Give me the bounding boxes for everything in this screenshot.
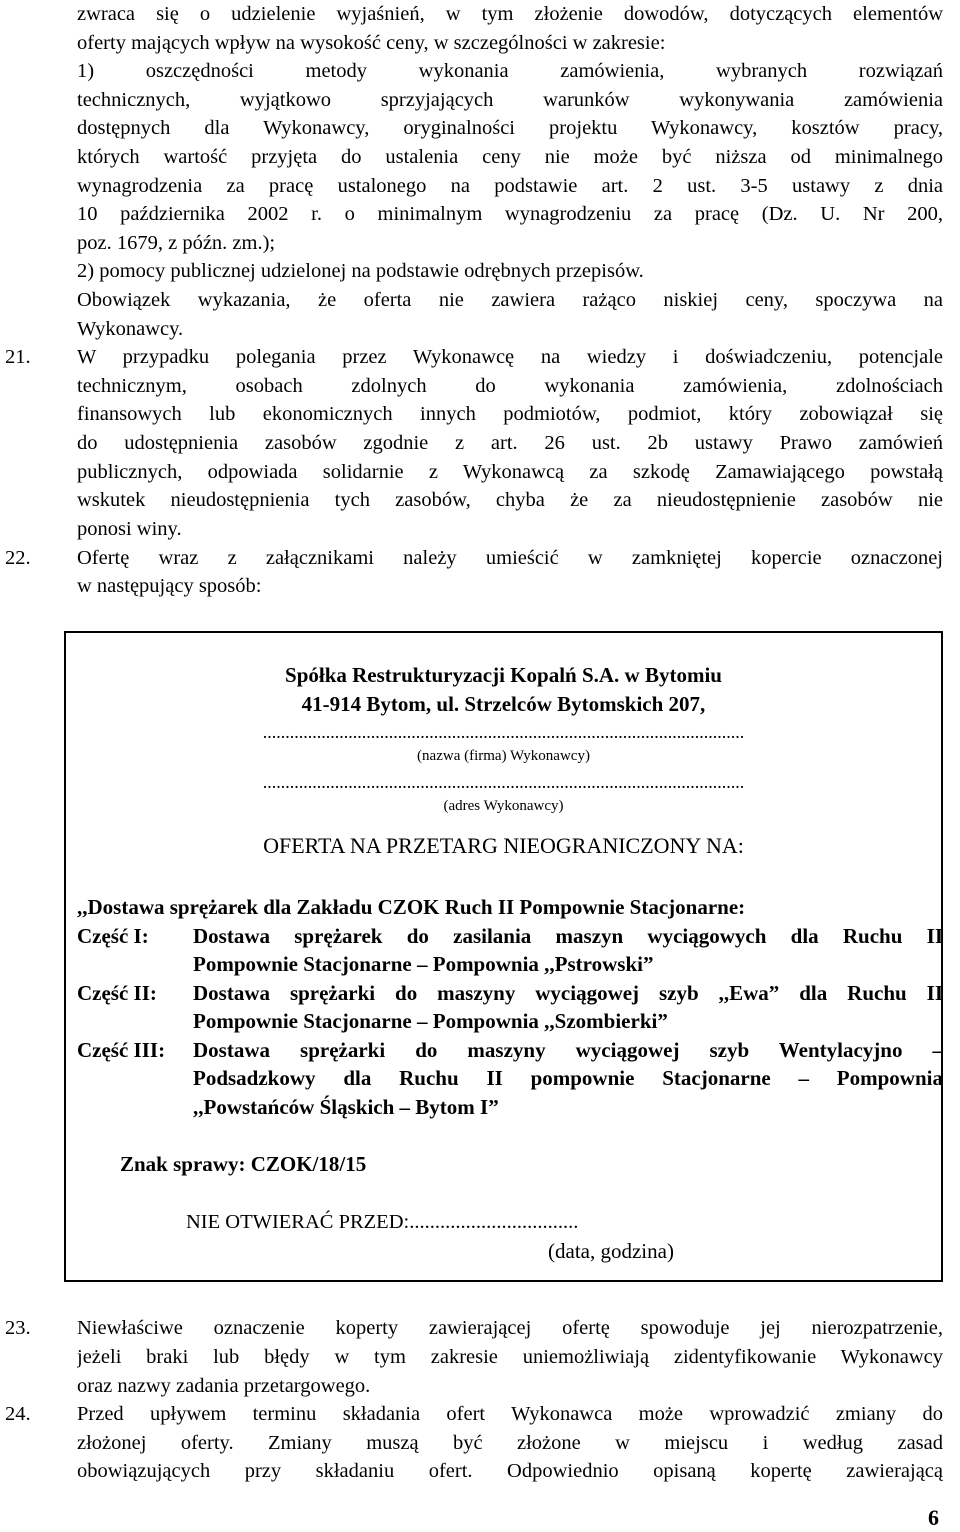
paragraph-line: wynagrodzenia za pracę ustalonego na podstawie art. 2 ust. 3-5 ustawy z dnia — [77, 175, 943, 197]
company-address: 41-914 Bytom, ul. Strzelców Bytomskich 207, — [301, 692, 706, 716]
paragraph-line: wskutek nieudostępnienia tych zasobów, chyba że za nieudostępnienie zasobów nie — [77, 489, 943, 511]
paragraph-line: jeżeli braki lub błędy w tym zakresie uniemożliwiają zidentyfikowanie Wykonawcy — [77, 1346, 943, 1368]
company-name: Spółka Restrukturyzacji Kopalń S.A. w Bytomiu — [285, 663, 722, 687]
field-caption: (data, godzina) — [548, 1239, 674, 1263]
contractor-address-field: ........................................................................................................... — [262, 772, 745, 792]
paragraph-line: W przypadku polegania przez Wykonawcę na wiedzy i doświadczeniu, potencjale — [77, 346, 943, 368]
case-reference: Znak sprawy: CZOK/18/15 — [120, 1152, 367, 1176]
paragraph-line: Ofertę wraz z załącznikami należy umieścić w zamkniętej kopercie oznaczonej — [77, 547, 943, 569]
paragraph-line: oraz nazwy zadania przetargowego. — [77, 1375, 371, 1397]
paragraph-line: Przed upływem terminu składania ofert Wykonawca może wprowadzić zmiany do — [77, 1403, 943, 1425]
do-not-open-before: NIE OTWIERAĆ PRZED:................................. — [186, 1211, 579, 1233]
paragraph-line: technicznym, osobach zdolnych do wykonania zamówienia, zdolnościach — [77, 375, 943, 397]
paragraph-line: do udostępnienia zasobów zgodnie z art. 26 ust. 2b ustawy Prawo zamówień — [77, 432, 943, 454]
part-line: Dostawa sprężarki do maszyny wyciągowej szyb ,,Ewa” dla Ruchu II — [193, 981, 943, 1005]
paragraph-line: Obowiązek wykazania, że oferta nie zawiera rażąco niskiej ceny, spoczywa na — [77, 289, 943, 311]
part-line: Pompownie Stacjonarne – Pompownia ,,Pstrowski” — [193, 952, 654, 976]
item-number: 21. — [5, 346, 31, 368]
list-item-2: 2) pomocy publicznej udzielonej na podstawie odrębnych przepisów. — [77, 260, 644, 282]
paragraph-line: dostępnych dla Wykonawcy, oryginalności projektu Wykonawcy, kosztów pracy, — [77, 117, 943, 139]
paragraph-line: Niewłaściwe oznaczenie koperty zawierającej ofertę spowoduje jej nierozpatrzenie, — [77, 1317, 943, 1339]
offer-title: OFERTA NA PRZETARG NIEOGRANICZONY NA: — [263, 833, 744, 858]
field-caption: (nazwa (firma) Wykonawcy) — [417, 748, 590, 764]
paragraph-line: oferty mających wpływ na wysokość ceny, w szczególności w zakresie: — [77, 32, 666, 54]
item-number: 22. — [5, 547, 31, 569]
part-line: ,,Powstańców Śląskich – Bytom I” — [193, 1095, 499, 1119]
paragraph-line: ponosi winy. — [77, 518, 182, 540]
tender-subject: ,,Dostawa sprężarek dla Zakładu CZOK Ruch II Pompownie Stacjonarne: — [77, 895, 746, 919]
part-line: Podsadzkowy dla Ruchu II pompownie Stacjonarne – Pompownia — [193, 1066, 943, 1090]
page-number: 6 — [928, 1505, 939, 1530]
paragraph-line: poz. 1679, z późn. zm.); — [77, 232, 276, 254]
part-label: Część I: — [77, 924, 149, 948]
list-item-1: 1) oszczędności metody wykonania zamówienia, wybranych rozwiązań — [77, 60, 943, 82]
paragraph-line: których wartość przyjęta do ustalenia ceny nie może być niższa od minimalnego — [77, 146, 943, 168]
paragraph-line: Wykonawcy. — [77, 318, 184, 340]
item-number: 23. — [5, 1317, 31, 1339]
paragraph-line: w następujący sposób: — [77, 575, 262, 597]
paragraph-line: obowiązujących przy składaniu ofert. Odpowiednio opisaną kopertę zawierającą — [77, 1460, 943, 1482]
paragraph-line: technicznych, wyjątkowo sprzyjających warunków wykonywania zamówienia — [77, 89, 943, 111]
part-line: Dostawa sprężarki do maszyny wyciągowej szyb Wentylacyjno – — [193, 1038, 943, 1062]
item-number: 24. — [5, 1403, 31, 1425]
part-line: Pompownie Stacjonarne – Pompownia ,,Szombierki” — [193, 1009, 668, 1033]
paragraph-line: finansowych lub ekonomicznych innych podmiotów, podmiot, który zobowiązał się — [77, 403, 943, 425]
paragraph-line: publicznych, odpowiada solidarnie z Wykonawcą za szkodę Zamawiającego powstałą — [77, 461, 943, 483]
paragraph-line: złożonej oferty. Zmiany muszą być złożone w miejscu i według zasad — [77, 1432, 943, 1454]
part-label: Część II: — [77, 981, 157, 1005]
field-caption: (adres Wykonawcy) — [443, 798, 564, 814]
contractor-name-field: ........................................................................................................... — [262, 722, 745, 742]
paragraph-line: zwraca się o udzielenie wyjaśnień, w tym złożenie dowodów, dotyczących elementów — [77, 3, 943, 25]
part-line: Dostawa sprężarek do zasilania maszyn wyciągowych dla Ruchu II — [193, 924, 943, 948]
part-label: Część III: — [77, 1038, 166, 1062]
paragraph-line: 10 października 2002 r. o minimalnym wynagrodzeniu za pracę (Dz. U. Nr 200, — [77, 203, 943, 225]
